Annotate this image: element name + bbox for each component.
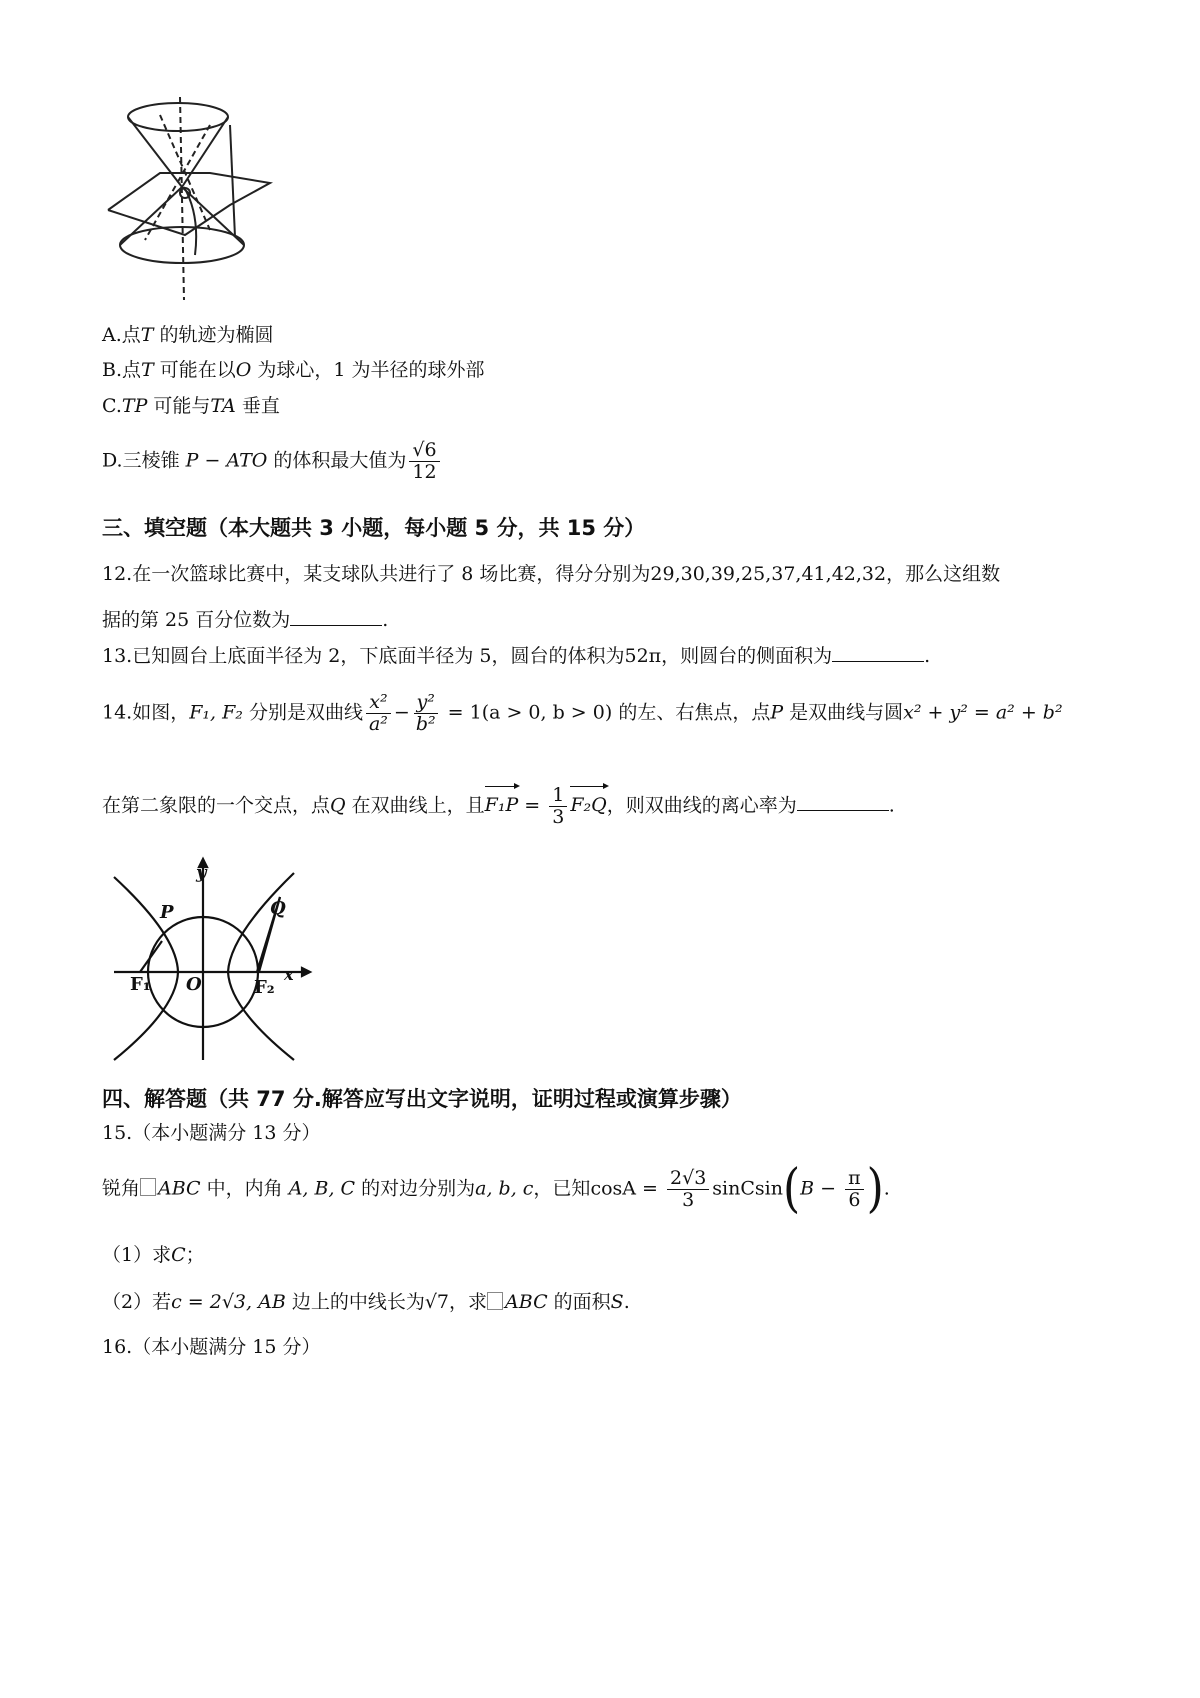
q15-sub2d: 的面积 [547, 1291, 611, 1313]
var-c: C [171, 1244, 186, 1266]
q15-sub1 [102, 1242, 205, 1268]
equals-sign: = [518, 794, 547, 817]
fraction-denominator: 6 [848, 1188, 861, 1211]
angles: A, B, C [288, 1177, 356, 1200]
q13-end: . [924, 645, 931, 667]
cone-figure [100, 95, 290, 305]
y-denominator: b² [415, 712, 436, 735]
answer-blank[interactable] [290, 607, 382, 626]
q15-sub2a: （2）若 [102, 1291, 172, 1313]
q15-sub2 [102, 1289, 630, 1315]
var-t: T [140, 324, 154, 346]
q15-l1b: 中，内角 [200, 1177, 289, 1200]
q14-line2b: 在双曲线上，且 [345, 794, 485, 817]
q12-text-end: ，那么这组数 [886, 563, 1001, 585]
q15-sub1-end: ； [185, 1244, 205, 1266]
fraction-denominator: 3 [682, 1188, 695, 1211]
label-f2: F₂ [254, 977, 275, 998]
option-a [102, 322, 274, 348]
q13-volume: 52π [624, 645, 662, 667]
var-tp: TP [121, 395, 148, 417]
triangle-abc: ABC [505, 1291, 548, 1313]
q15-sub2c: ，求 [449, 1291, 488, 1313]
q14-p3: 的左、右焦点，点 [612, 701, 771, 724]
q12-end: . [382, 609, 389, 631]
q12-line2 [102, 607, 388, 633]
q12-line1 [102, 561, 1000, 587]
q14-condition: = 1(a > 0, b > 0) [441, 701, 613, 724]
q15-sub2-end: . [623, 1291, 630, 1313]
label-f1: F₁ [130, 974, 151, 995]
q15-l1d: ，已知 [533, 1177, 591, 1200]
b-minus: B − [800, 1177, 843, 1200]
label-q: Q [270, 898, 286, 919]
var-p: P [770, 701, 784, 724]
q16-head: 16.（本小题满分 15 分） [102, 1336, 321, 1358]
q15-l1a: 锐角 [102, 1177, 141, 1200]
option-b-mid1: 可能在以 [153, 359, 236, 381]
label-o: O [186, 974, 202, 995]
var-ta: TA [210, 395, 236, 417]
q13 [102, 643, 930, 669]
fraction-denominator: 3 [552, 805, 565, 828]
x-axis-arrow-icon [302, 968, 310, 976]
q14-end: . [888, 794, 895, 817]
q14-line1: 14.如图，F₁, F₂ 分别是双曲线 $\frac{\text{x²}}{\text{a²}}$ − $\frac{\text{y²}}{\text{b²}}$ = 1(a > 0, b > 0) 的左、右焦点，点P 是双曲线与圆x² + y² = a² + b² [102, 691, 1063, 735]
q15-l1c: 的对边分别为 [355, 1177, 476, 1200]
q13-text2: ，则圆台的侧面积为 [661, 645, 833, 667]
hyperbola-figure [102, 855, 332, 1065]
var-q: Q [330, 794, 346, 817]
triangle-symbol-icon [487, 1292, 503, 1310]
option-c-mid1: 可能与 [147, 395, 211, 417]
option-d [102, 440, 443, 483]
q14-p1: 14.如图， [102, 701, 190, 724]
sides: a, b, c [475, 1177, 534, 1200]
cos-a: cosA [590, 1177, 636, 1200]
y-fraction [413, 692, 439, 735]
fraction-numerator: 2√3 [667, 1168, 709, 1190]
x-fraction [366, 692, 391, 735]
triangle-symbol-icon [140, 1178, 156, 1196]
fraction-numerator: √6 [409, 440, 439, 462]
section-4-title: 四、解答题（共 77 分.解答应写出文字说明，证明过程或演算步骤） [102, 1087, 742, 1111]
option-a-text: 的轨迹为椭圆 [153, 324, 274, 346]
q15-sub1-text: （1）求 [102, 1244, 172, 1266]
q14-p4: 是双曲线与圆 [783, 701, 904, 724]
vector-f1p: F₁P [485, 790, 519, 820]
sqrt-7: √7 [424, 1291, 450, 1313]
q14-circle: x² + y² = a² + b² [903, 701, 1063, 724]
q15-stem: 锐角 ABC 中，内角 A, B, C 的对边分别为a, b, c，已知cosA = $\frac{2√3}{3}$ sinCsin(B − $\frac{\pi}{6}$ ). [102, 1158, 890, 1220]
label-p: P [160, 902, 174, 923]
option-c-prefix: C. [102, 395, 122, 417]
fraction-numerator: 1 [549, 785, 567, 807]
equals-sign: = [636, 1177, 664, 1200]
option-b [102, 357, 485, 383]
label-y: y [196, 862, 207, 883]
q14-foci: F₁, F₂ [189, 701, 243, 724]
var-o: O [235, 359, 252, 381]
fraction-denominator: 12 [412, 460, 437, 483]
two-sqrt3-over-3 [667, 1168, 709, 1211]
q12-scores: 29,30,39,25,37,41,42,32 [650, 563, 887, 585]
q13-text: 13.已知圆台上底面半径为 2，下底面半径为 5，圆台的体积为 [102, 645, 625, 667]
option-b-prefix: B.点 [102, 359, 142, 381]
option-b-mid2: 为球心，1 为半径的球外部 [251, 359, 485, 381]
x-denominator: a² [368, 712, 388, 735]
section-3-title: 三、填空题（本大题共 3 小题，每小题 5 分，共 15 分） [102, 516, 646, 540]
c-value: c = 2√3, AB [171, 1291, 286, 1313]
var-s: S [610, 1291, 624, 1313]
option-c [102, 393, 280, 419]
one-third-fraction [549, 785, 567, 828]
option-a-prefix: A.点 [102, 324, 141, 346]
vector-f2q: F₂Q [570, 790, 606, 820]
sin-c-sin: sinCsin [712, 1177, 783, 1200]
pi-over-6 [845, 1168, 864, 1211]
answer-blank[interactable] [832, 643, 924, 662]
option-c-mid2: 垂直 [235, 395, 280, 417]
q15-sub2b: 边上的中线长为 [285, 1291, 425, 1313]
q14-line2 [102, 785, 895, 828]
q12-text: 12.在一次篮球比赛中，某支球队共进行了 8 场比赛，得分分别为 [102, 563, 651, 585]
q15-head: 15.（本小题满分 13 分） [102, 1122, 321, 1144]
option-d-mid: 的体积最大值为 [267, 449, 407, 472]
option-d-expr: P − ATO [185, 449, 268, 472]
option-d-prefix: D.三棱锥 [102, 449, 186, 472]
q14-p2: 分别是双曲线 [242, 701, 363, 724]
triangle-abc: ABC [158, 1177, 201, 1200]
fraction-numerator: π [845, 1168, 864, 1190]
var-t: T [141, 359, 154, 381]
q14-line2c: ，则双曲线的离心率为 [606, 794, 797, 817]
q14-line2a: 在第二象限的一个交点，点 [102, 794, 331, 817]
option-d-fraction [409, 440, 439, 483]
q15-end: . [883, 1177, 890, 1200]
q12-line2-text: 据的第 25 百分位数为 [102, 609, 291, 631]
x-numerator: x² [366, 692, 390, 714]
y-numerator: y² [414, 692, 438, 714]
answer-blank[interactable] [797, 792, 889, 811]
label-x: x [284, 965, 294, 984]
